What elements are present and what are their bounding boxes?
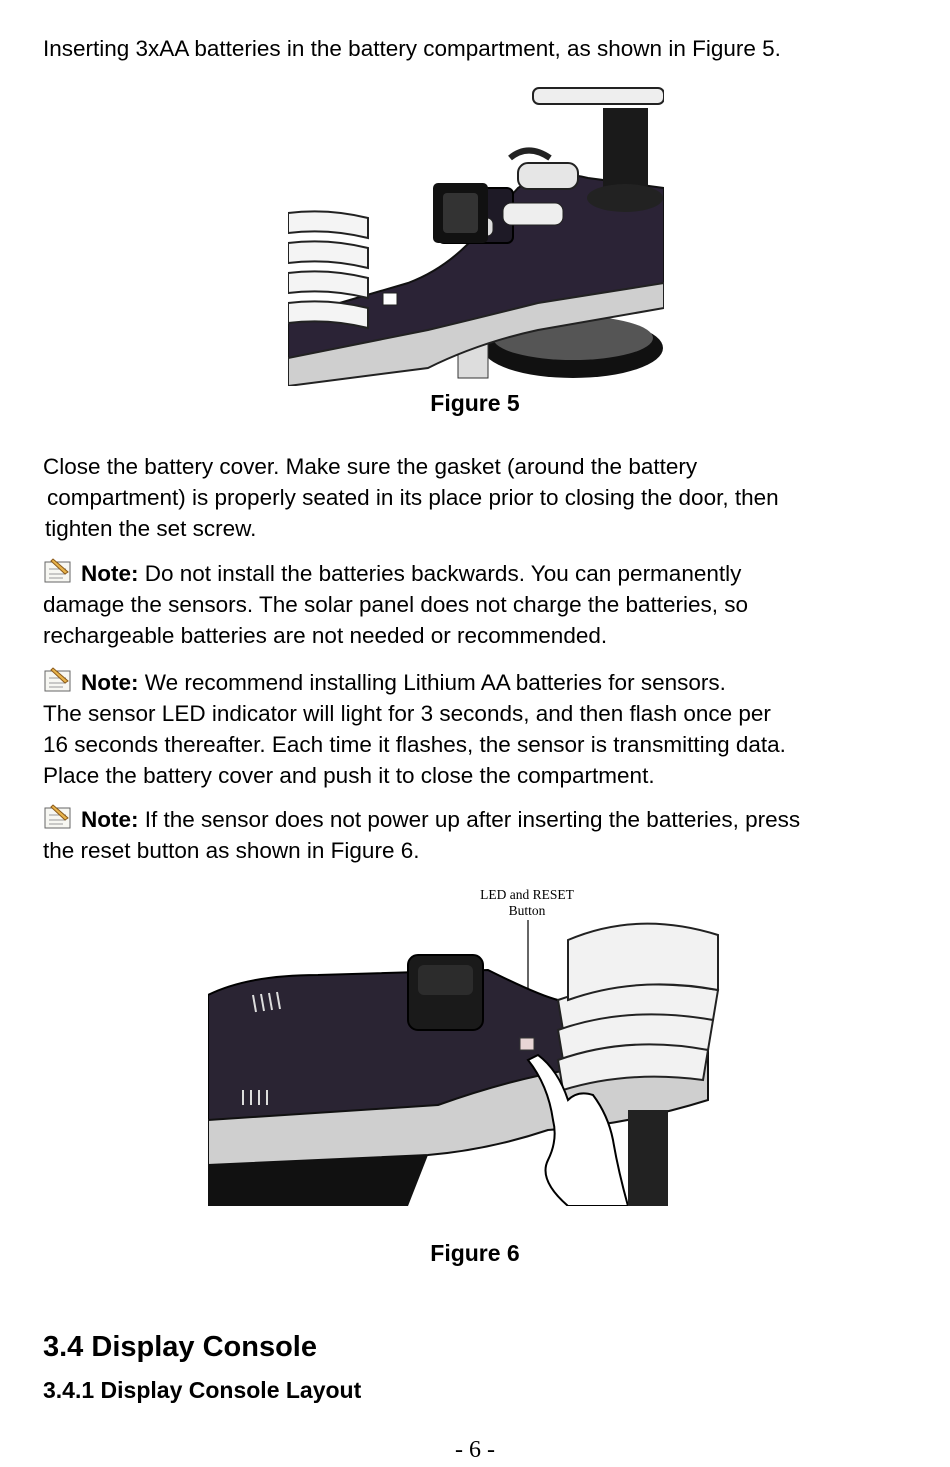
figure-6-illustration [208,920,726,1206]
note-pencil-icon [43,803,75,831]
note-2 [43,666,923,791]
close-cover-line-1: Close the battery cover. Make sure the gasket (around the battery [43,454,698,479]
close-cover-line-3: tighten the set screw. [45,516,257,541]
note-1-label: Note: [81,561,139,586]
note-1-line-1: Do not install the batteries backwards. You can permanently [138,561,742,586]
figure-5-illustration [288,68,664,386]
led-reset-callout-line-2: Button [508,903,546,918]
note-pencil-icon [43,557,75,585]
figure-5-caption: Figure 5 [430,390,520,416]
note-3-label: Note: [81,807,139,832]
figure-6-caption: Figure 6 [430,1240,520,1266]
intro-text: Inserting 3xAA batteries in the battery compartment, as shown in Figure 5. [43,36,781,61]
note-1 [43,557,923,651]
page-number: - 6 - [455,1437,495,1463]
close-cover-line-2: compartment) is properly seated in its place prior to closing the door, then [47,485,779,510]
note-3-line-2: the reset button as shown in Figure 6. [43,838,420,863]
note-1-line-2: damage the sensors. The solar panel does not charge the batteries, so [43,592,749,617]
note-pencil-icon [43,666,75,694]
note-3-line-1: If the sensor does not power up after inserting the batteries, press [138,807,801,832]
note-1-line-3: rechargeable batteries are not needed or recommended. [43,623,608,648]
subsection-heading: 3.4.1 Display Console Layout [43,1377,362,1403]
led-reset-callout [462,887,592,919]
note-2-line-3: 16 seconds thereafter. Each time it flashes, the sensor is transmitting data. [43,732,786,757]
note-2-line-1: We recommend installing Lithium AA batteries for sensors. [138,670,726,695]
led-reset-callout-line-1: LED and RESET [480,887,574,902]
note-2-line-2: The sensor LED indicator will light for 3 seconds, and then flash once per [43,701,771,726]
section-heading: 3.4 Display Console [43,1331,317,1363]
close-cover-paragraph [43,451,923,544]
note-2-label: Note: [81,670,139,695]
note-3 [43,803,923,866]
note-2-line-4: Place the battery cover and push it to close the compartment. [43,763,655,788]
